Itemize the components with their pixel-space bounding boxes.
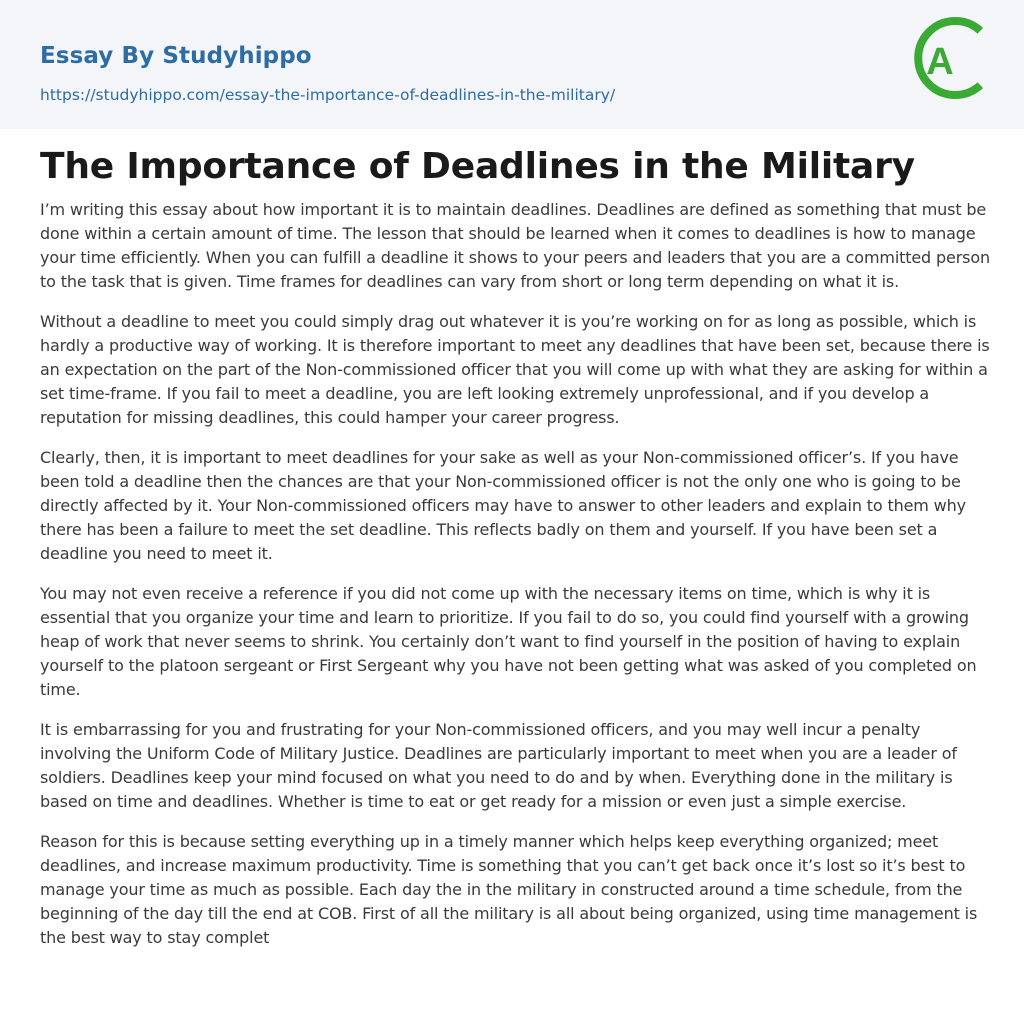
essay-paragraph-2: Without a deadline to meet you could simply drag out whatever it is you’re working on for as long as possible, which is hardly a productive way of working. It is therefore important to meet any deadlines that have been set, because there is an expectation on the part of the Non-commissioned officer that you will come up with what they are asking for within a set time-frame. If you fail to meet a deadline, you are left looking extremely unprofessional, and if you develop a reputation for missing deadlines, this could hamper your career progress. bbox=[40, 312, 990, 427]
essay-paragraph-1: I’m writing this essay about how important it is to maintain deadlines. Deadlines are defined as something that must be done within a certain amount of time. The lesson that should be learned when it comes to deadlines is how to manage your time efficiently. When you can fulfill a deadline it shows to your peers and leaders that you are a committed person to the task that is given. Time frames for deadlines can vary from short or long term depending on what it is. bbox=[40, 200, 990, 291]
essay-paragraph-4: You may not even receive a reference if you did not come up with the necessary items on time, which is why it is essential that you organize your time and learn to prioritize. If you fail to do so, you could find yourself with a growing heap of work that never seems to shrink. You certainly don’t want to find yourself in the position of having to explain yourself to the platoon sergeant or First Sergeant why you have not been getting what was asked of you completed on time. bbox=[40, 584, 977, 699]
essay-url-link[interactable]: https://studyhippo.com/essay-the-importance-of-deadlines-in-the-military/ bbox=[40, 86, 616, 104]
studyhippo-logo-icon[interactable] bbox=[908, 16, 992, 108]
essay-paragraph-3: Clearly, then, it is important to meet deadlines for your sake as well as your Non-commissioned officer’s. If you have been told a deadline then the chances are that your Non-commissioned officer is not the only one who is going to be directly affected by it. Your Non-commissioned officers may have to answer to other leaders and explain to them why there has been a failure to meet the set deadline. This reflects badly on them and yourself. If you have been set a deadline you need to meet it. bbox=[40, 448, 966, 563]
essay-title: The Importance of Deadlines in the Military bbox=[40, 146, 915, 187]
essay-paragraph-5: It is embarrassing for you and frustrating for your Non-commissioned officers, and you may well incur a penalty involving the Uniform Code of Military Justice. Deadlines are particularly important to meet when you are a leader of soldiers. Deadlines keep your mind focused on what you need to do and by when. Everything done in the military is based on time and deadlines. Whether is time to eat or get ready for a mission or even just a simple exercise. bbox=[40, 720, 957, 811]
essay-paragraph-6: Reason for this is because setting everything up in a timely manner which helps keep everything organized; meet deadlines, and increase maximum productivity. Time is something that you can’t get back once it’s lost so it’s best to manage your time as much as possible. Each day the in the military in constructed around a time schedule, from the beginning of the day till the end at COB. First of all the military is all about being organized, using time management is the best way to stay complet bbox=[40, 832, 978, 947]
logo-letter: A bbox=[926, 41, 954, 83]
site-header bbox=[0, 0, 1024, 129]
essay-content bbox=[40, 144, 990, 966]
brand-title[interactable]: Essay By Studyhippo bbox=[40, 43, 312, 69]
